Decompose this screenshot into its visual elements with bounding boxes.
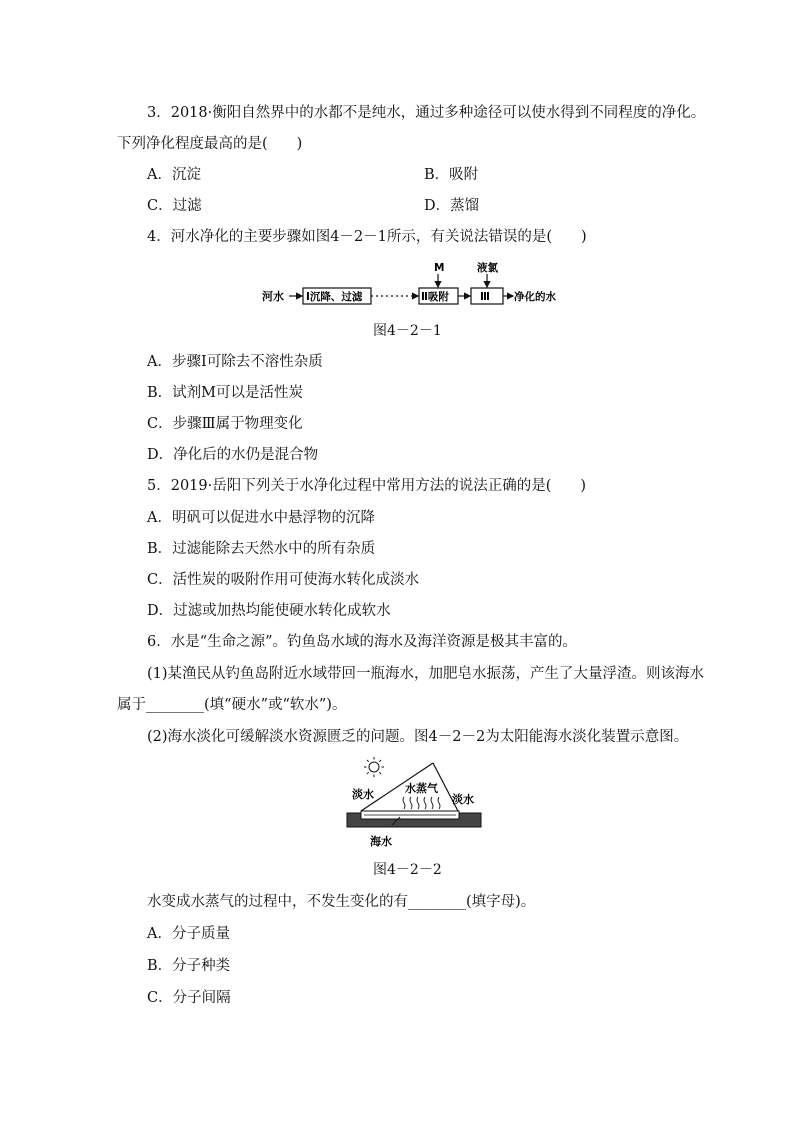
- q5-option-a: A．明矾可以促进水中悬浮物的沉降: [147, 510, 375, 526]
- q4-option-b: B．试剂M可以是活性炭: [147, 385, 304, 401]
- q3-stem-line1: 3．2018·衡阳自然界中的水都不是纯水，通过多种途径可以使水得到不同程度的净化。: [147, 105, 706, 121]
- vapor-label: 水蒸气: [405, 782, 438, 795]
- figure-caption-4-2-1: 图4－2－1: [373, 323, 442, 339]
- step3-label: Ⅲ: [480, 291, 490, 303]
- q4-option-d: D．净化后的水仍是混合物: [147, 447, 319, 463]
- q3-option-c: C．过滤: [147, 198, 202, 214]
- q3-stem-line2: 下列净化程度最高的是( ): [117, 136, 303, 152]
- left-freshwater-label: 淡水: [352, 788, 374, 801]
- q6-part2-line1: (2)海水淡化可缓解淡水资源匮乏的问题。图4－2－2为太阳能海水淡化装置示意图。: [147, 729, 689, 745]
- q5-option-b: B．过滤能除去天然水中的所有杂质: [147, 541, 376, 557]
- sun-icon: [364, 757, 384, 777]
- q3-option-b: B．吸附: [424, 167, 479, 183]
- vapor-icon: [403, 797, 440, 809]
- seawater-label: 海水: [370, 835, 392, 848]
- figure-caption-4-2-2: 图4－2－2: [373, 862, 442, 878]
- river-purification-diagram: [258, 258, 568, 308]
- q4-option-c: C．步骤Ⅲ属于物理变化: [147, 416, 303, 432]
- q3-option-a: A．沉淀: [147, 167, 201, 183]
- reagent-chlorine-label: 液氯: [477, 262, 498, 274]
- q6-option-c: C．分子间隔: [147, 990, 231, 1006]
- solar-desalination-diagram: [340, 755, 490, 853]
- q5-option-c: C．活性炭的吸附作用可使海水转化成淡水: [147, 572, 420, 588]
- step2-label: Ⅱ吸附: [421, 291, 449, 303]
- q6-part1-line1: (1)某渔民从钓鱼岛附近水域带回一瓶海水，加肥皂水振荡，产生了大量浮渣。则该海水: [147, 666, 705, 682]
- step1-label: Ⅰ沉降、过滤: [306, 291, 363, 303]
- q6-part2-line2: 水变成水蒸气的过程中，不发生变化的有________(填字母)。: [147, 894, 536, 910]
- q5-stem: 5．2019·岳阳下列关于水净化过程中常用方法的说法正确的是( ): [147, 478, 587, 494]
- q3-option-d: D．蒸馏: [424, 198, 480, 214]
- q4-option-a: A．步骤Ⅰ可除去不溶性杂质: [147, 354, 323, 370]
- right-freshwater-label: 淡水: [452, 793, 474, 806]
- q6-option-a: A．分子质量: [147, 926, 230, 942]
- q6-option-b: B．分子种类: [147, 958, 231, 974]
- q6-part1-line2: 属于________(填“硬水”或“软水”)。: [117, 697, 347, 713]
- q5-option-d: D．过滤或加热均能使硬水转化成软水: [147, 603, 391, 619]
- diagram-start-label: 河水: [262, 290, 284, 303]
- q4-stem: 4．河水净化的主要步骤如图4－2－1所示，有关说法错误的是( ): [147, 229, 587, 245]
- q6-stem: 6．水是“生命之源”。钓鱼岛水域的海水及海洋资源是极其丰富的。: [147, 634, 578, 650]
- diagram-end-label: 净化的水: [514, 291, 556, 303]
- reagent-m-label: M: [434, 262, 445, 274]
